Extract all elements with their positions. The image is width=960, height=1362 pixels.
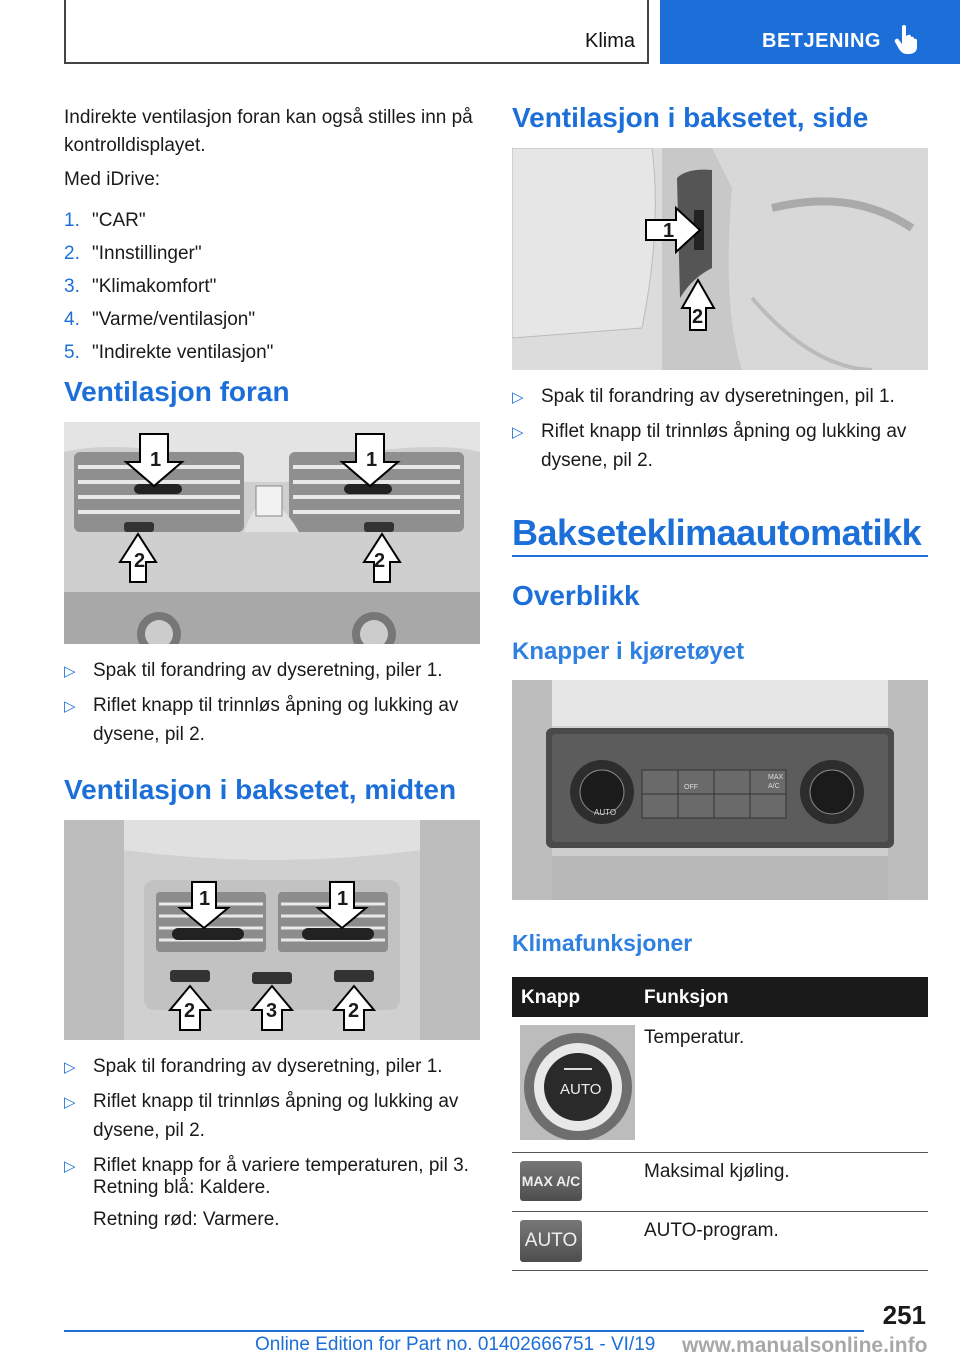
heading-overview: Overblikk	[512, 580, 640, 611]
rear-side-bullet-list	[512, 382, 928, 481]
intro-text: Indirekte ventilasjon foran kan også stilles inn på kontrolldisplayet.	[64, 107, 473, 156]
chapter-tab-label: BETJENING	[762, 30, 881, 52]
callout-label: 3	[266, 1000, 278, 1022]
heading-front-ventilation: Ventilasjon foran	[64, 376, 290, 407]
list-item: 5. "Indirekte ventilasjon"	[64, 342, 274, 363]
list-item: ▷ Riflet knapp til trinnløs åpning og lukking av dysene, pil 2.	[64, 695, 459, 745]
table-row	[512, 1212, 928, 1270]
front-bullet-list	[64, 656, 484, 755]
list-item: 3. "Klimakomfort"	[64, 276, 217, 297]
page-number: 251	[882, 1300, 926, 1330]
table-row	[512, 1017, 928, 1152]
rear-center-bullet-list	[64, 1052, 484, 1186]
chapter-tab[interactable]	[660, 0, 960, 64]
callout-label: 1	[337, 888, 349, 910]
callout-label: 2	[184, 1000, 196, 1022]
list-item: ▷ Spak til forandring av dyseretningen, pil 1.	[512, 386, 895, 407]
direction-red-text: Retning rød: Varmere.	[93, 1209, 280, 1230]
list-item: ▷ Riflet knapp til trinnløs åpning og lukking av dysene, pil 2.	[512, 421, 907, 471]
max-ac-button-icon: MAX A/C	[520, 1161, 582, 1201]
column-header-button: Knapp	[521, 987, 581, 1008]
callout-label: 2	[134, 550, 146, 572]
callout-label: 1	[663, 220, 675, 242]
watermark: www.manualsonline.info	[682, 1334, 928, 1357]
list-item: 4. "Varme/ventilasjon"	[64, 309, 256, 330]
function-text: AUTO-program.	[644, 1220, 779, 1241]
list-item: ▷ Spak til forandring av dyseretning, piler 1.	[64, 1056, 443, 1077]
callout-label: 1	[199, 888, 211, 910]
table-header	[512, 977, 928, 1017]
function-text: Maksimal kjøling.	[644, 1161, 790, 1182]
rear-center-vents-image	[64, 820, 480, 1040]
list-item: ▷ Riflet knapp til trinnløs åpning og lukking av dysene, pil 2.	[64, 1091, 459, 1141]
rear-panel-image	[512, 680, 928, 900]
heading-buttons: Knapper i kjøretøyet	[512, 638, 745, 665]
list-item: ▷ Spak til forandring av dyseretning, piler 1.	[64, 660, 443, 681]
column-header-function: Funksjon	[644, 987, 729, 1008]
panel-max-label: MAX	[768, 774, 784, 781]
edition-text: Online Edition for Part no. 01402666751 - VI/19	[255, 1334, 656, 1355]
function-text: Temperatur.	[644, 1027, 745, 1048]
heading-rear-side-ventilation: Ventilasjon i baksetet, side	[512, 102, 869, 133]
hand-pointer-icon	[894, 24, 920, 54]
list-item: 1. "CAR"	[64, 210, 146, 231]
direction-blue-text: Retning blå: Kaldere.	[93, 1177, 271, 1198]
heading-underline	[512, 555, 928, 557]
callout-label: 1	[150, 449, 162, 471]
panel-auto-label: AUTO	[594, 808, 617, 817]
idrive-steps	[64, 204, 484, 369]
row-divider	[512, 1270, 928, 1271]
callout-label: 2	[374, 550, 386, 572]
table-row	[512, 1153, 928, 1211]
panel-off-label: OFF	[684, 784, 698, 791]
heading-rear-auto-climate: Bakseteklimaautomatikk	[512, 512, 922, 553]
auto-button-icon: AUTO	[520, 1220, 582, 1262]
heading-rear-center-ventilation: Ventilasjon i baksetet, midten	[64, 774, 457, 805]
callout-label: 2	[348, 1000, 360, 1022]
section-title: Klima	[584, 30, 635, 52]
panel-ac-label: A/C	[768, 783, 780, 790]
footer-rule	[64, 1330, 864, 1332]
front-vents-image	[64, 422, 480, 644]
auto-knob-icon: AUTO	[520, 1025, 635, 1140]
heading-climate-functions: Klimafunksjoner	[512, 930, 693, 956]
idrive-label: Med iDrive:	[64, 169, 161, 190]
callout-label: 2	[692, 306, 704, 328]
callout-label: 1	[366, 449, 378, 471]
list-item: ▷ Riflet knapp for å variere temperaturen, pil 3.	[64, 1155, 469, 1176]
header-frame	[64, 0, 649, 64]
rear-side-vent-image	[512, 148, 928, 370]
list-item: 2. "Innstillinger"	[64, 243, 202, 264]
